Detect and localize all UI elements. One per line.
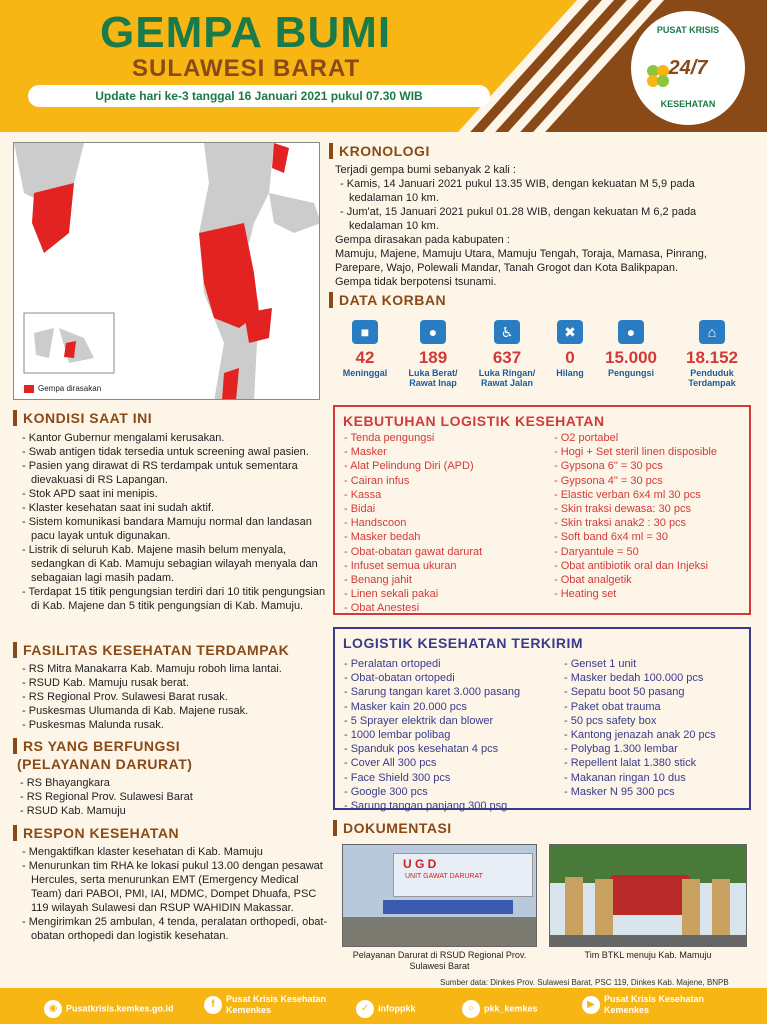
footer-bar xyxy=(0,988,767,1024)
list-item: - 5 Sprayer elektrik dan blower xyxy=(344,714,494,727)
ugd-sign: U G D xyxy=(403,857,437,871)
kronologi-intro: Terjadi gempa bumi sebanyak 2 kali : xyxy=(335,164,516,176)
kronologi-title: KRONOLOGI xyxy=(329,143,749,159)
terkirim-title: LOGISTIK KESEHATAN TERKIRIM xyxy=(343,635,584,651)
list-item: - Gypsona 4" = 30 pcs xyxy=(554,474,663,487)
house-icon: ⌂ xyxy=(699,320,725,344)
korban-luka-berat: ● 189 Luka Berat/ Rawat Inap xyxy=(398,320,468,388)
korban-meninggal: ■ 42 Meninggal xyxy=(330,320,400,378)
terkirim-right-list xyxy=(563,657,751,799)
list-item: - Pasien yang dirawat di RS terdampak untuk sementara dievakuasi di RS Lapangan. xyxy=(19,459,328,487)
kebutuhan-title: KEBUTUHAN LOGISTIK KESEHATAN xyxy=(343,413,605,429)
list-item: - Jum'at, 15 Januari 2021 pukul 01.28 WIB, dengan kekuatan M 6,2 pada kedalaman 10 km. xyxy=(329,205,749,233)
list-item: - Bidai xyxy=(344,503,376,516)
logistik-terkirim-box xyxy=(333,627,751,813)
list-item: - Obat-obatan gawat darurat xyxy=(344,545,483,558)
list-item: - Linen sekali pakai xyxy=(344,588,439,601)
list-item: - Cairan infus xyxy=(344,474,410,487)
list-item: - Stok APD saat ini menipis. xyxy=(19,487,328,501)
photo-ugd-caption: Pelayanan Darurat di RSUD Regional Prov. Sulawesi Barat xyxy=(352,950,527,971)
list-item: - Listrik di seluruh Kab. Majene masih belum menyala, sedangkan di Kab. Mamuju sebagian wilayah menyala dan sebagaian lagi masih padam. xyxy=(19,543,328,585)
globe-icon: ◉ xyxy=(44,1000,62,1018)
list-item: - RS Regional Prov. Sulawesi Barat xyxy=(17,790,328,804)
list-item: - Masker bedah 100.000 pcs xyxy=(564,672,704,685)
patient-icon: ● xyxy=(420,320,446,344)
kronologi-section xyxy=(329,143,749,289)
photo-ugd xyxy=(342,844,537,947)
list-item: - RSUD Kab. Mamuju rusak berat. xyxy=(19,676,328,690)
dokumentasi-section xyxy=(333,820,751,836)
list-item: - Repellent lalat 1.380 stick xyxy=(564,757,697,770)
list-item: - Handscoon xyxy=(344,517,407,530)
kebutuhan-right-list xyxy=(553,431,753,601)
footer-youtube-link[interactable]: ▶ Pusat Krisis Kesehatan Kemenkes xyxy=(582,994,724,1016)
list-item: - Kamis, 14 Januari 2021 pukul 13.35 WIB, dengan kekuatan M 5,9 pada kedalaman 10 km. xyxy=(329,177,749,205)
list-item: - Kassa xyxy=(344,488,382,501)
page-title: GEMPA BUMI xyxy=(100,8,392,57)
list-item: - Puskesmas Ulumanda di Kab. Majene rusak. xyxy=(19,704,328,718)
kronologi-tsunami: Gempa tidak berpotensi tsunami. xyxy=(335,276,497,288)
list-item: - Polybag 1.300 lembar xyxy=(564,743,678,756)
list-item: - Daryantule = 50 xyxy=(554,545,639,558)
list-item: - Sistem komunikasi bandara Mamuju normal dan landasan pacu layak untuk digunakan. xyxy=(19,515,328,543)
list-item: - Masker N 95 300 pcs xyxy=(564,785,675,798)
list-item: - Benang jahit xyxy=(344,574,412,587)
rs-subtitle: (PELAYANAN DARURAT) xyxy=(17,756,193,772)
list-item: - Alat Pelindung Diri (APD) xyxy=(344,460,474,473)
pusat-krisis-logo: PUSAT KRISIS 24/7 KESEHATAN xyxy=(628,8,748,128)
ugd-subsign: UNIT GAWAT DARURAT xyxy=(405,873,483,880)
missing-person-icon: ✖ xyxy=(557,320,583,344)
update-banner: Update hari ke-3 tanggal 16 Januari 2021 pukul 07.30 WIB xyxy=(28,85,490,107)
kondisi-title: KONDISI SAAT INI xyxy=(13,410,328,426)
list-item: - Gypsona 6" = 30 pcs xyxy=(554,460,663,473)
list-item: - Obat antibiotik oral dan Injeksi xyxy=(554,559,709,572)
footer-website-link[interactable]: ◉ Pusatkrisis.kemkes.go.id xyxy=(44,1000,174,1018)
header-banner xyxy=(0,0,767,132)
list-item: - Sarung tangan karet 3.000 pasang xyxy=(344,686,521,699)
list-item: - 50 pcs safety box xyxy=(564,714,657,727)
list-item: - Mengaktifkan klaster kesehatan di Kab. Mamuju xyxy=(19,845,328,859)
photo-tim-btkl xyxy=(549,844,747,947)
kondisi-list xyxy=(13,431,328,613)
list-item: - Menurunkan tim RHA ke lokasi pukul 13.00 dengan pesawat Hercules, serta menurunkan EMT (Emergency Medical Team) dari PABOI, PMI, IAI, MDMC, Dompet Dhuafa, PSC 119 wilayah Sulawesi dan RSUP WAHIDIN Makassar. xyxy=(19,859,328,915)
list-item: - Puskesmas Malunda rusak. xyxy=(19,718,328,732)
list-item: - Masker xyxy=(344,446,387,459)
wheelchair-icon: ♿ xyxy=(494,320,520,344)
kronologi-areas: Mamuju, Majene, Mamuju Utara, Mamuju Tengah, Toraja, Mamasa, Pinrang, Parepare, Wajo, Polewali Mandar, Tanah Grogot dan Kota Balikpapan. xyxy=(335,248,707,274)
list-item: - Cover All 300 pcs xyxy=(344,757,437,770)
list-item: - Skin traksi anak2 : 30 pcs xyxy=(554,517,687,530)
list-item: - Face Shield 300 pcs xyxy=(344,771,451,784)
list-item: - Spanduk pos kesehatan 4 pcs xyxy=(344,743,499,756)
list-item: - RS Mitra Manakarra Kab. Mamuju roboh lima lantai. xyxy=(19,662,328,676)
footer-facebook-link[interactable]: f Pusat Krisis Kesehatan Kemenkes xyxy=(204,994,346,1016)
list-item: - Sarung tangan panjang 300 psg xyxy=(344,800,508,813)
list-item: - Infuset semua ukuran xyxy=(344,559,457,572)
bed-icon: ■ xyxy=(352,320,378,344)
list-item: - 1000 lembar polibag xyxy=(344,729,451,742)
list-item: - Heating set xyxy=(554,588,617,601)
instagram-icon: ○ xyxy=(462,1000,480,1018)
list-item: - Hogi + Set steril linen disposible xyxy=(554,446,717,459)
list-item: - Masker kain 20.000 pcs xyxy=(344,700,467,713)
footer-twitter-link[interactable]: ✓ infoppkk xyxy=(356,1000,416,1018)
kronologi-felt: Gempa dirasakan pada kabupaten : xyxy=(335,234,510,246)
list-item: - Masker bedah xyxy=(344,531,421,544)
list-item: - Swab antigen tidak tersedia untuk screening awal pasien. xyxy=(19,445,328,459)
list-item: - Kantor Gubernur mengalami kerusakan. xyxy=(19,431,328,445)
list-item: - Terdapat 15 titik pengungsian terdiri dari 10 titik pengungsian di Kab. Majene dan 5 titik pengungsian di Kab. Mamuju. xyxy=(19,585,328,613)
korban-title: DATA KORBAN xyxy=(329,292,749,308)
kebutuhan-logistik-box xyxy=(333,405,751,615)
list-item: - Mengirimkan 25 ambulan, 4 tenda, peralatan orthopedi, obat-obatan orthopedi dan logistik kesehatan. xyxy=(19,915,328,943)
korban-pengungsi: ● 15.000 Pengungsi xyxy=(592,320,670,378)
map-legend: Gempa dirasakan xyxy=(38,384,102,393)
source-note: Sumber data: Dinkes Prov. Sulawesi Barat, PSC 119, Dinkes Kab. Majene, BNPB xyxy=(440,978,729,987)
terkirim-left-list xyxy=(343,657,563,813)
photo-tim-caption: Tim BTKL menuju Kab. Mamuju xyxy=(584,950,712,960)
list-item: - Genset 1 unit xyxy=(564,658,637,670)
korban-penduduk-terdampak: ⌂ 18.152 Penduduk Terdampak xyxy=(673,320,751,388)
youtube-icon: ▶ xyxy=(582,996,600,1014)
list-item: - Klaster kesehatan saat ini sudah aktif. xyxy=(19,501,328,515)
korban-section xyxy=(329,292,749,308)
sulawesi-map xyxy=(13,142,320,400)
respon-section xyxy=(13,825,328,943)
list-item: - Makanan ringan 10 dus xyxy=(564,771,686,784)
kebutuhan-left-list xyxy=(343,431,553,616)
list-item: - RS Bhayangkara xyxy=(17,776,328,790)
twitter-icon: ✓ xyxy=(356,1000,374,1018)
list-item: - Tenda pengungsi xyxy=(344,432,435,444)
list-item: - Obat Anestesi xyxy=(344,602,420,615)
kondisi-section xyxy=(13,410,328,613)
korban-luka-ringan: ♿ 637 Luka Ringan/ Rawat Jalan xyxy=(472,320,542,388)
list-item: - Soft band 6x4 ml = 30 xyxy=(554,531,669,544)
list-item: - Sepatu boot 50 pasang xyxy=(564,686,685,699)
list-item: - Kantong jenazah anak 20 pcs xyxy=(564,729,716,742)
clover-icon xyxy=(645,63,671,89)
facebook-icon: f xyxy=(204,996,222,1014)
list-item: - Obat-obatan ortopedi xyxy=(344,672,455,685)
footer-instagram-link[interactable]: ○ pkk_kemkes xyxy=(462,1000,538,1018)
respon-title: RESPON KESEHATAN xyxy=(13,825,328,841)
list-item: - RS Regional Prov. Sulawesi Barat rusak. xyxy=(19,690,328,704)
list-item: - Paket obat trauma xyxy=(564,700,661,713)
map-graphic xyxy=(14,143,320,400)
rs-title: RS YANG BERFUNGSI xyxy=(13,738,328,754)
group-icon: ● xyxy=(618,320,644,344)
page-subtitle: SULAWESI BARAT xyxy=(132,55,361,82)
list-item: - Google 300 pcs xyxy=(344,785,428,798)
dokumentasi-title: DOKUMENTASI xyxy=(333,820,751,836)
list-item: - Elastic verban 6x4 ml 30 pcs xyxy=(554,488,701,501)
fasilitas-title: FASILITAS KESEHATAN TERDAMPAK xyxy=(13,642,328,658)
list-item: - Obat analgetik xyxy=(554,574,632,587)
korban-hilang: ✖ 0 Hilang xyxy=(535,320,605,378)
fasilitas-section xyxy=(13,642,328,732)
list-item: - RSUD Kab. Mamuju xyxy=(17,804,328,818)
list-item: - Skin traksi dewasa: 30 pcs xyxy=(554,503,691,516)
rs-section xyxy=(13,738,328,818)
list-item: - Peralatan ortopedi xyxy=(344,658,441,670)
list-item: - O2 portabel xyxy=(554,432,619,444)
